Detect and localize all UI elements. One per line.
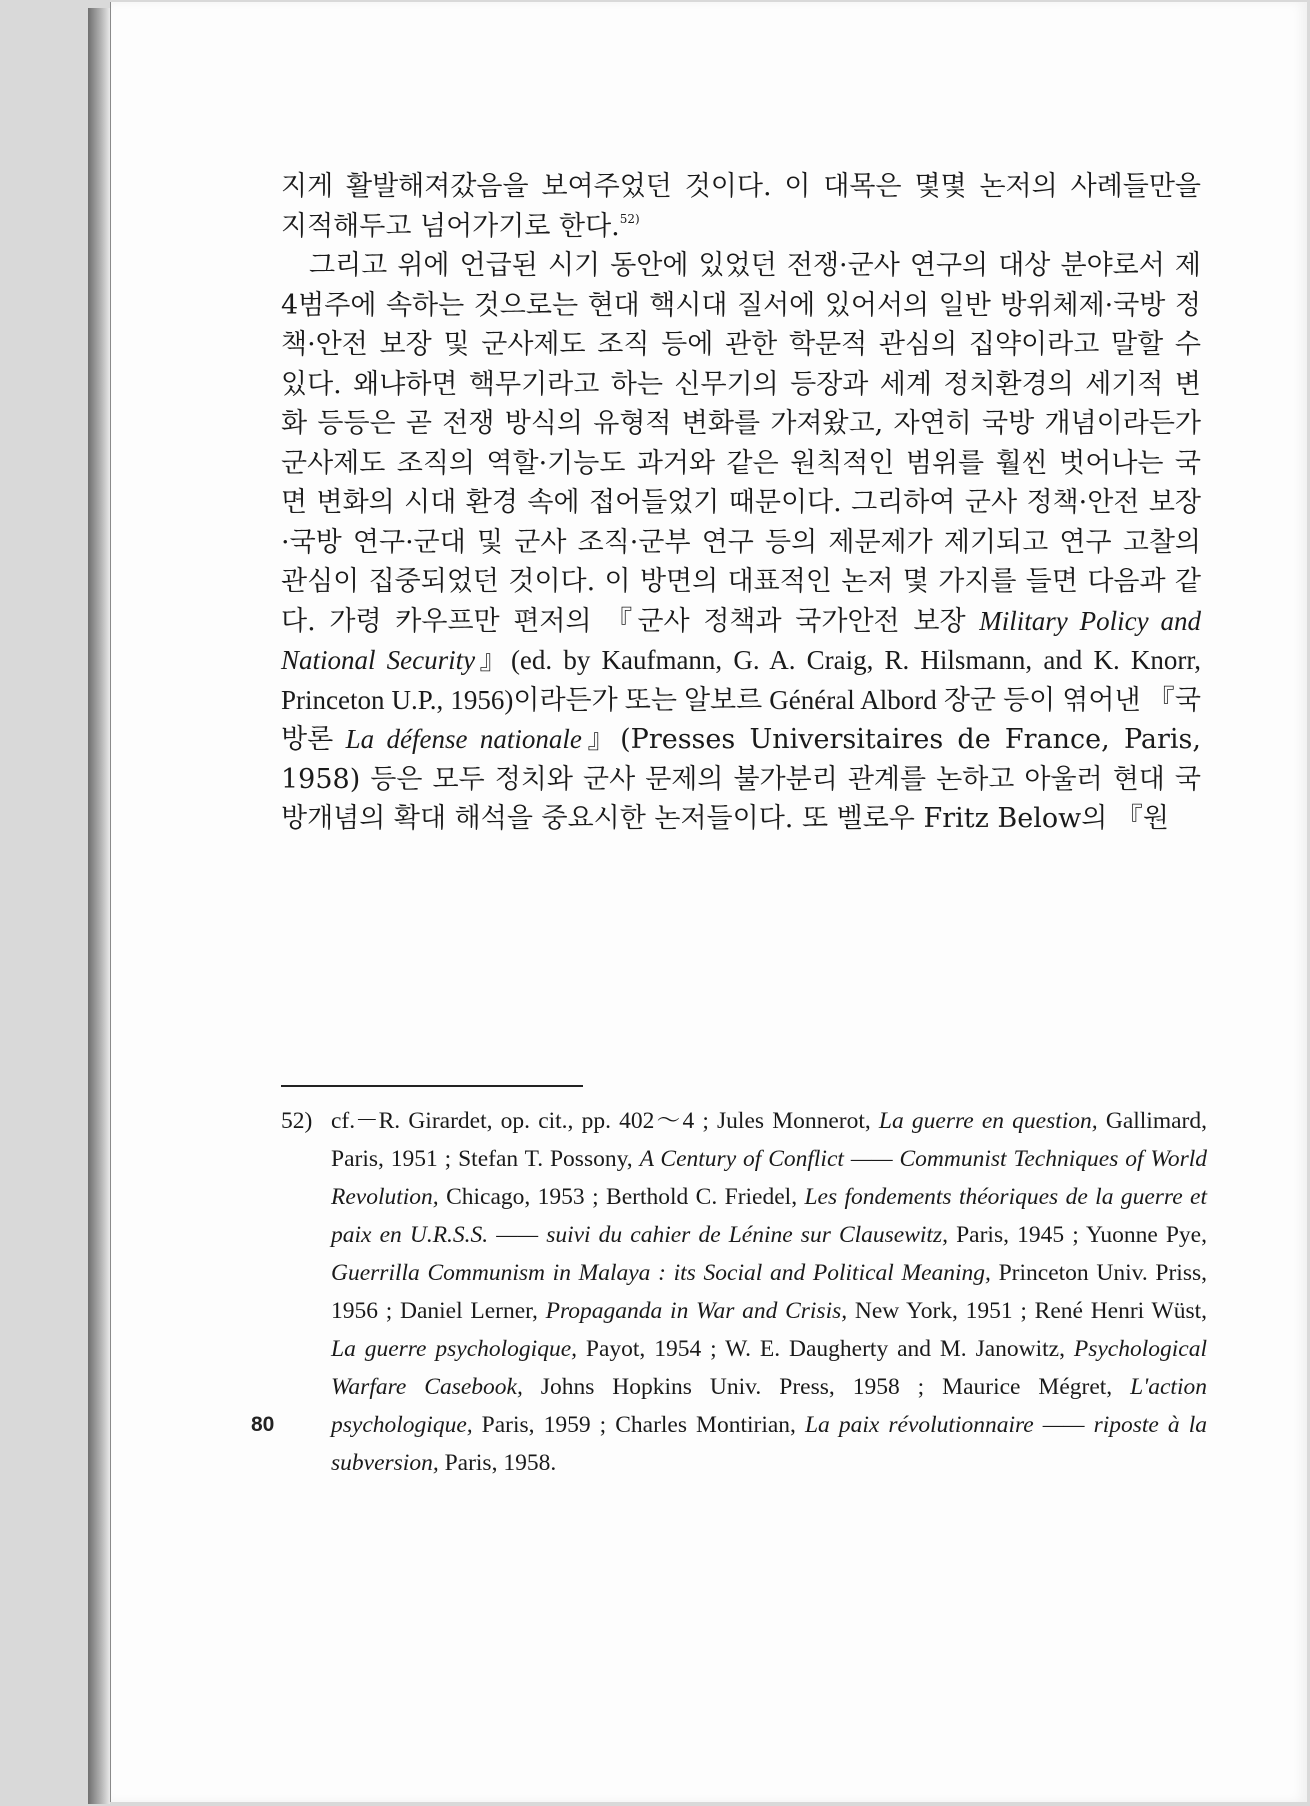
footnote-text <box>331 1102 1207 1482</box>
book-title-military-policy: Military Policy and National Security <box>281 605 1202 675</box>
paragraph-1-text: 지게 활발해져갔음을 보여주었던 것이다. 이 대목은 몇몇 논저의 사례들만을 지적해두고 넘어가기로 한다. <box>281 171 1201 242</box>
fn-title: Psychological Warfare Casebook, <box>331 1336 1208 1400</box>
page-number: 80 <box>251 1413 275 1436</box>
fn-run: Paris, 1959 ; Charles Montirian, <box>472 1412 805 1438</box>
footnote-number: 52) <box>281 1108 313 1134</box>
paragraph-2 <box>281 246 1201 839</box>
paragraph-1 <box>281 167 1201 246</box>
paragraph-2-text-c: 』(Presses Universitaires de France, Paris, 1958) 등은 모두 정치와 군사 문제의 불가분리 관계를 논하고 아울러 현대 국방개념의 확대 해석을 중요시한 논저들이다. 또 벨로우 Fritz Below의 『원 <box>281 724 1201 834</box>
fn-run: Paris, 1958. <box>438 1450 557 1476</box>
fn-run: Paris, 1945 ; Yuonne Pye, <box>947 1222 1207 1248</box>
fn-run: Gallimard, Paris, 1951 ; Stefan T. Possony, <box>331 1108 1207 1172</box>
book-title-defense-nationale: La défense nationale <box>345 724 582 754</box>
fn-title: La guerre psychologique, <box>331 1336 578 1362</box>
fn-title: La paix révolutionnaire —— riposte à la subversion, <box>331 1412 1207 1476</box>
footnote-divider <box>281 1085 583 1087</box>
paragraph-2-text-a: 그리고 위에 언급된 시기 동안에 있었던 전쟁·군사 연구의 대상 분야로서 제4범주에 속하는 것으로는 현대 핵시대 질서에 있어서의 일반 방위체제·국방 정책·안전 보장 및 군사제도 조직 등에 관한 학문적 관심의 집약이라고 말할 수 있다. 왜냐하면 핵무기라고 하는 신무기의 등장과 세계 정치환경의 세기적 변화 등등은 곧 전쟁 방식의 유형적 변화를 가져왔고, 자연히 국방 개념이라든가 군사제도 조직의 역할·기능도 과거와 같은 원칙적인 범위를 훨씬 벗어나는 국면 변화의 시대 환경 속에 접어들었기 때문이다. 그리하여 군사 정책·안전 보장·국방 연구·군대 및 군사 조직·군부 연구 등의 제문제가 제기되고 연구 고찰의 관심이 집중되었던 것이다. 이 방면의 대표적인 논저 몇 가지를 들면 다음과 같다. 가령 카우프만 편저의 『군사 정책과 국가안전 보장 <box>281 250 1201 637</box>
page-content <box>281 167 1208 1476</box>
fn-title: Guerrilla Communism in Malaya : its Social and Political Meaning, <box>331 1260 991 1286</box>
fn-run: Payot, 1954 ; W. E. Daugherty and M. Janowitz, <box>577 1336 1074 1362</box>
footnote-ref-52[interactable]: 52) <box>619 211 640 226</box>
book-edge <box>88 8 110 1804</box>
fn-run: cf.－R. Girardet, op. cit., pp. 402～4 ; Jules Monnerot, <box>331 1108 879 1134</box>
fn-title: L'action psychologique, <box>331 1374 1207 1438</box>
fn-run: Princeton Univ. Priss, 1956 ; Daniel Lerner, <box>331 1260 1207 1324</box>
paragraph-2-text-b: 』(ed. by Kaufmann, G. A. Craig, R. Hilsmann, and K. Knorr, Princeton U.P., 1956)이라든가 또는 알보르 Général Albord 장군 등이 엮어낸 『국방론 <box>281 645 1202 754</box>
fn-title: A Century of Conflict —— Communist Techniques of World Revolution, <box>331 1146 1208 1210</box>
fn-title: Les fondements théoriques de la guerre et paix en U.R.S.S. —— suivi du cahier de Lénine sur Clausewitz, <box>331 1184 1207 1248</box>
footnote-52 <box>281 1102 1207 1482</box>
body-text <box>281 167 1201 839</box>
fn-title: Propaganda in War and Crisis, <box>545 1298 848 1324</box>
fn-run: New York, 1951 ; René Henri Wüst, <box>847 1298 1207 1324</box>
fn-run: Johns Hopkins Univ. Press, 1958 ; Maurice Mégret, <box>522 1374 1131 1400</box>
fn-run: Chicago, 1953 ; Berthold C. Friedel, <box>438 1184 805 1210</box>
fn-title: La guerre en question, <box>878 1108 1098 1134</box>
book-page <box>110 2 1307 1802</box>
